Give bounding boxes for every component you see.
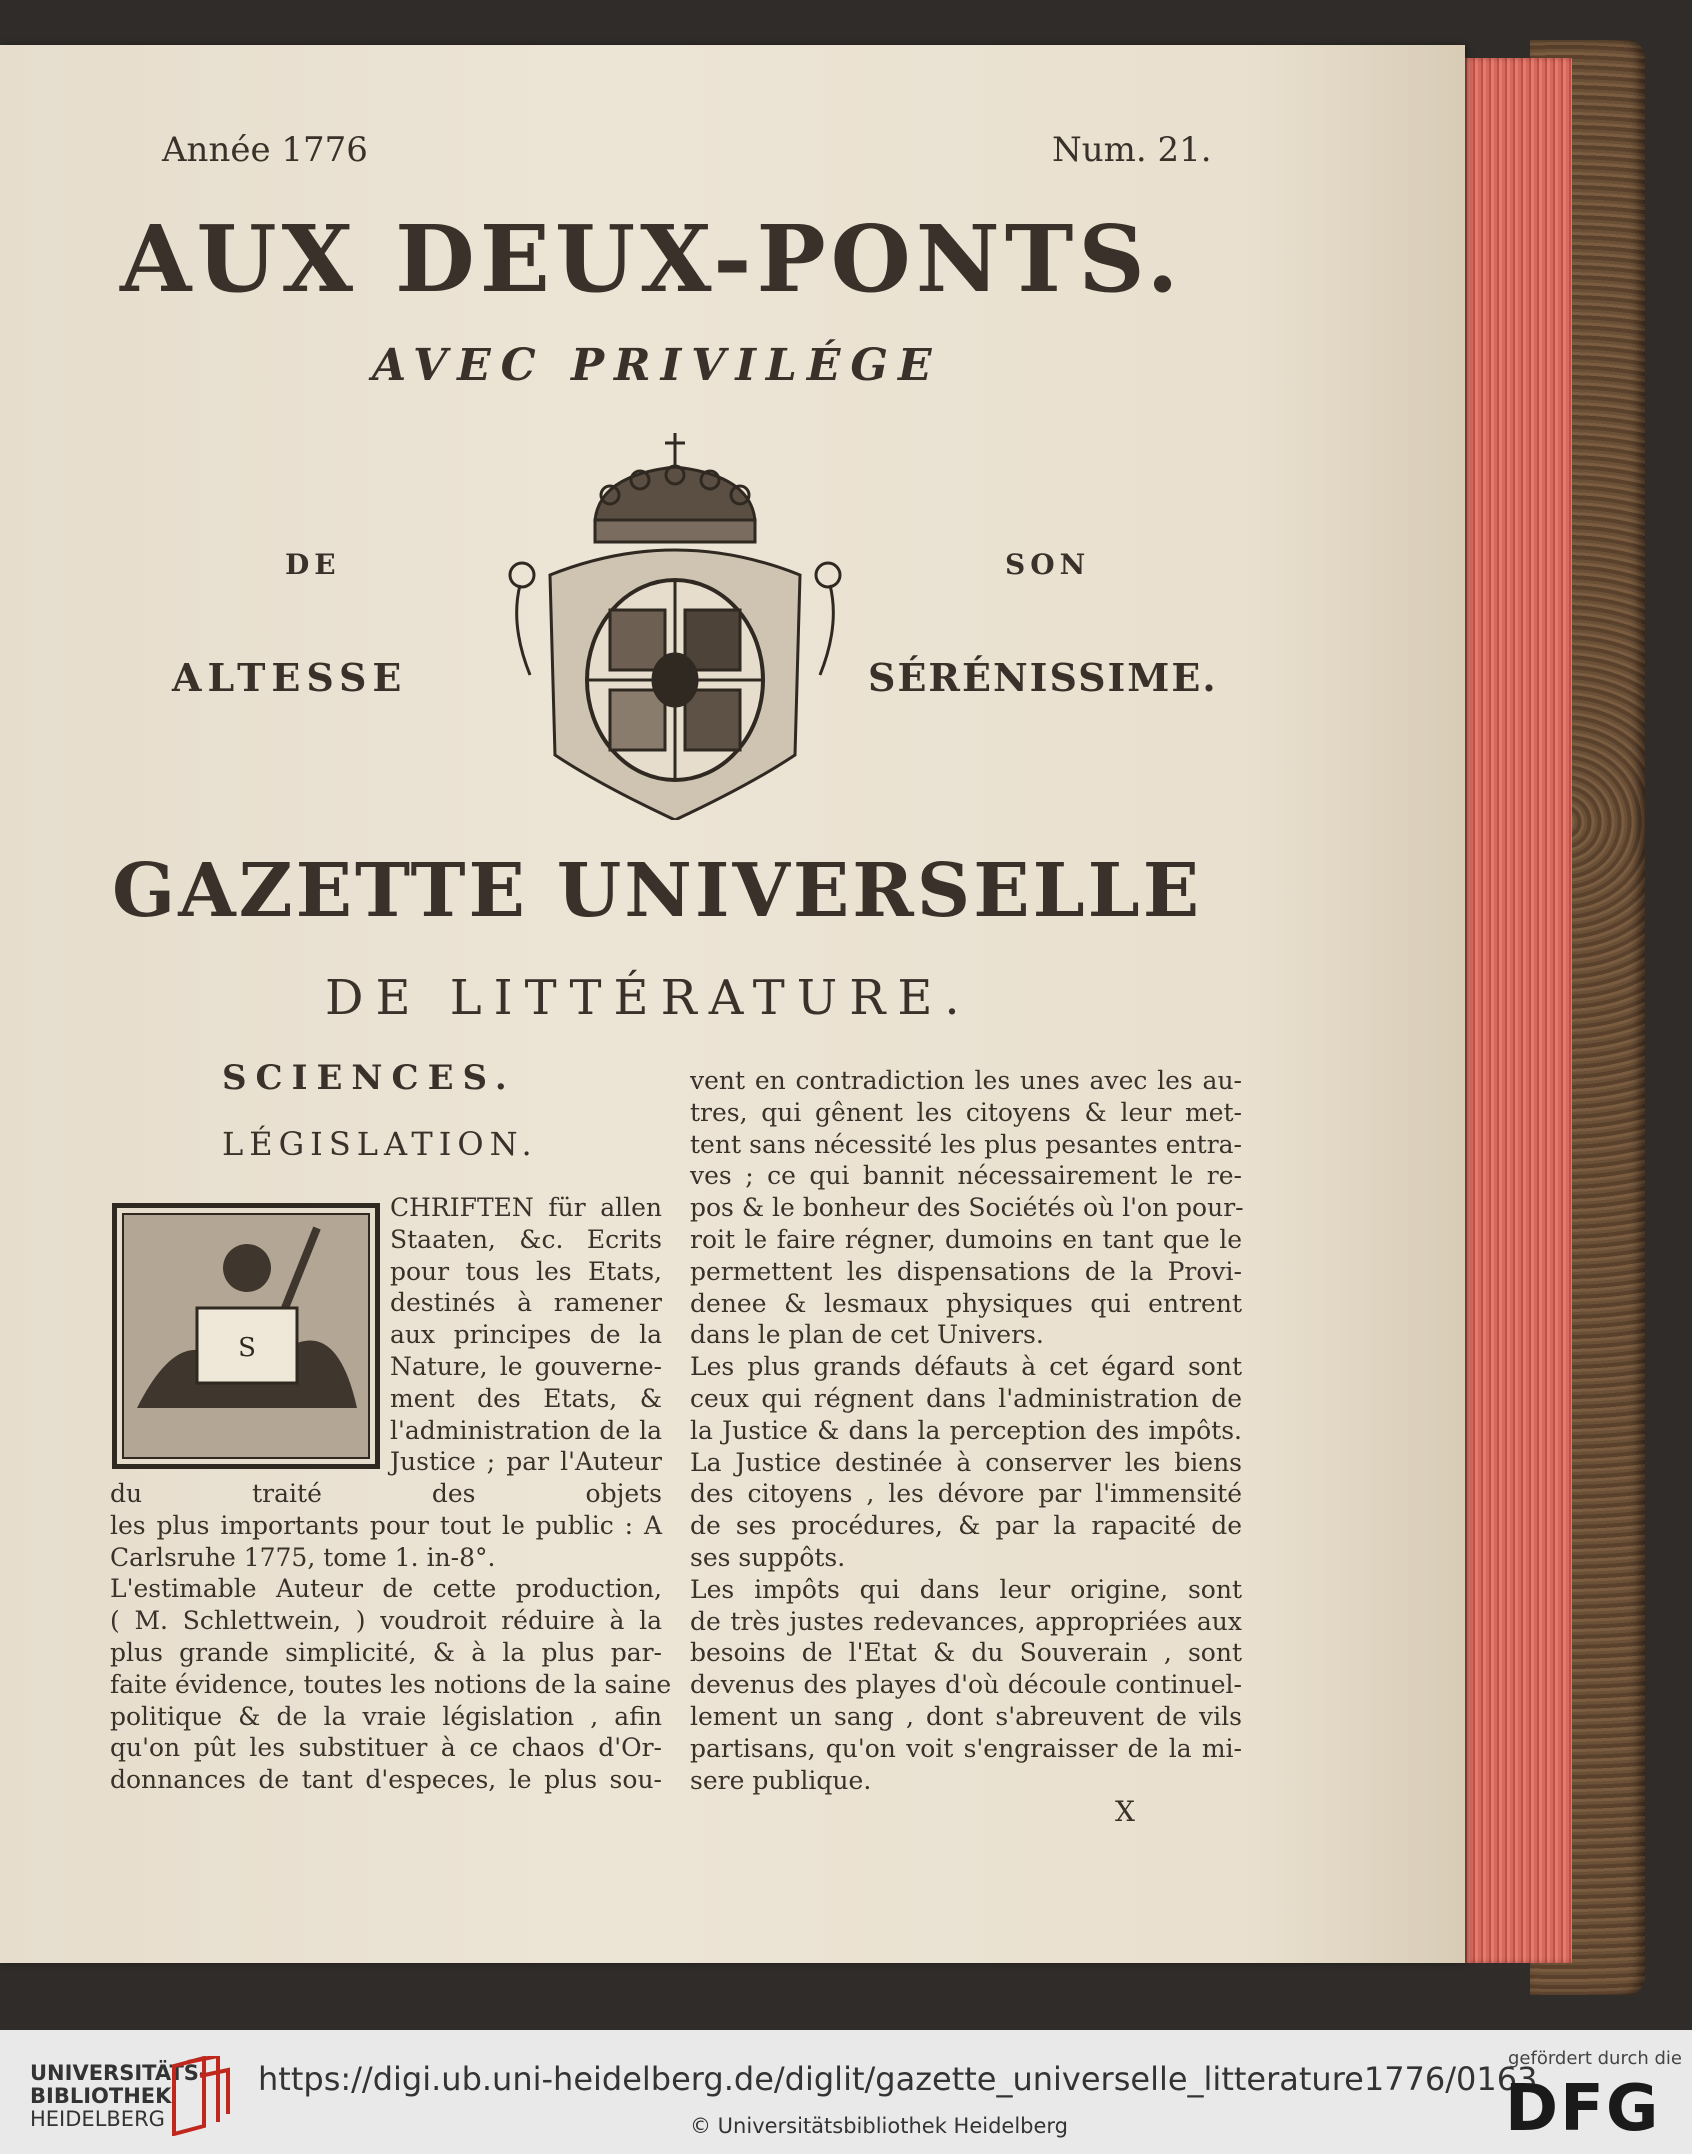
text-line: politique & de la vraie législation , afin: [110, 1701, 662, 1731]
text-line: les plus importants pour tout le public : A: [110, 1510, 662, 1540]
left-column-bottom: [110, 1478, 672, 1796]
right-column: [690, 1065, 1242, 1796]
library-line-1: UNIVERSITÄTS-: [30, 2061, 208, 2085]
text-line: Nature, le gouverne-: [390, 1351, 662, 1381]
initial-letter: S: [238, 1333, 256, 1363]
text-line: ( M. Schlettwein, ) voudroit réduire à la: [110, 1606, 662, 1636]
text-line: Carlsruhe 1775, tome 1. in-8°.: [110, 1542, 496, 1572]
text-line: ceux qui régnent dans l'administration de: [690, 1383, 1242, 1413]
decorated-initial: [112, 1203, 380, 1469]
text-line: du traité des objets: [110, 1479, 662, 1508]
page-edge: [1462, 58, 1572, 1963]
text-line: permettent les dispensations de la Provi-: [690, 1256, 1242, 1286]
library-line-2: BIBLIOTHEK: [30, 2084, 172, 2108]
text-line: ses suppôts.: [690, 1542, 846, 1572]
section-subheading: LÉGISLATION.: [222, 1125, 538, 1163]
text-line: de ses procédures, & par la rapacité de: [690, 1511, 1242, 1541]
text-line: pos & le bonheur des Sociétés où l'on pour-: [690, 1193, 1244, 1223]
text-line: aux principes de la: [390, 1320, 662, 1350]
text-line: partisans, qu'on voit s'engraisser de la mi-: [690, 1733, 1242, 1763]
text-line: Les impôts qui dans leur origine, sont: [690, 1574, 1242, 1604]
left-column-top: [390, 1192, 662, 1478]
text-line: pour tous les Etats,: [390, 1256, 662, 1286]
masthead-title: GAZETTE UNIVERSELLE: [112, 848, 1203, 934]
text-line: des citoyens , les dévore par l'immensité: [690, 1479, 1242, 1509]
text-line: plus grande simplicité, & à la plus par-: [110, 1637, 662, 1667]
masthead-place: AUX DEUX-PONTS.: [120, 205, 1184, 313]
text-line: roit le faire régner, dumoins en tant que le: [690, 1224, 1242, 1254]
text-line: devenus des playes d'où découle continuel-: [690, 1670, 1242, 1700]
copyright-text: © Universitätsbibliothek Heidelberg: [690, 2114, 1069, 2138]
masthead-serenissime: SÉRÉNISSIME.: [868, 655, 1218, 700]
catchword: X: [1115, 1795, 1135, 1828]
text-line: la Justice & dans la perception des impôts.: [690, 1415, 1242, 1445]
text-line: faite évidence, toutes les notions de la saine: [110, 1669, 672, 1699]
text-line: destinés à ramener: [390, 1288, 662, 1318]
library-line-3: HEIDELBERG: [30, 2107, 165, 2131]
text-line: dans le plan de cet Univers.: [690, 1320, 1044, 1350]
text-line: lement un sang , dont s'abreuvent de vils: [690, 1701, 1242, 1731]
text-line: l'administration de la: [390, 1415, 662, 1445]
text-line: L'estimable Auteur de cette production,: [110, 1574, 662, 1604]
masthead-subtitle: DE LITTÉRATURE.: [325, 970, 972, 1026]
section-heading: SCIENCES.: [222, 1058, 516, 1098]
issue-year: Année 1776: [162, 130, 368, 170]
initial-ornament-image: [117, 1208, 375, 1464]
text-line: besoins de l'Etat & du Souverain , sont: [690, 1638, 1242, 1668]
masthead-de: DE: [285, 548, 341, 581]
text-line: denee & lesmaux physiques qui entrent: [690, 1288, 1242, 1318]
text-line: Staaten, &c. Ecrits: [390, 1224, 662, 1254]
masthead-altesse: ALTESSE: [172, 655, 408, 700]
masthead-son: SON: [1005, 548, 1091, 581]
text-line: tent sans nécessité les plus pesantes entra-: [690, 1129, 1242, 1159]
issue-number: Num. 21.: [1052, 130, 1212, 170]
permalink-url[interactable]: https://digi.ub.uni-heidelberg.de/diglit/gazette_universelle_litterature1776/0163: [258, 2060, 1538, 2098]
masthead-privilege: AVEC PRIVILÉGE: [372, 340, 942, 391]
text-line: de très justes redevances, appropriées aux: [690, 1606, 1242, 1636]
sponsor-text: gefördert durch die: [1508, 2048, 1682, 2069]
text-line: donnances de tant d'especes, le plus sou-: [110, 1765, 662, 1795]
text-line: ves ; ce qui bannit nécessairement le re-: [690, 1161, 1242, 1191]
library-logo-icon[interactable]: [170, 2056, 232, 2136]
text-line: sere publique.: [690, 1765, 872, 1795]
text-line: tres, qui gênent les citoyens & leur met-: [690, 1097, 1242, 1127]
text-line: ment des Etats, &: [390, 1383, 662, 1413]
text-line: vent en contradiction les unes avec les au-: [690, 1066, 1242, 1095]
coat-of-arms-image: [500, 425, 850, 820]
text-line: CHRIFTEN für allen: [390, 1193, 662, 1222]
dfg-logo[interactable]: DFG: [1505, 2072, 1661, 2146]
text-line: La Justice destinée à conserver les biens: [690, 1447, 1242, 1477]
text-line: qu'on pût les substituer à ce chaos d'Or-: [110, 1733, 662, 1763]
text-line: Justice ; par l'Auteur: [390, 1447, 662, 1477]
text-line: Les plus grands défauts à cet égard sont: [690, 1352, 1242, 1382]
viewer-footer: [0, 2030, 1692, 2154]
